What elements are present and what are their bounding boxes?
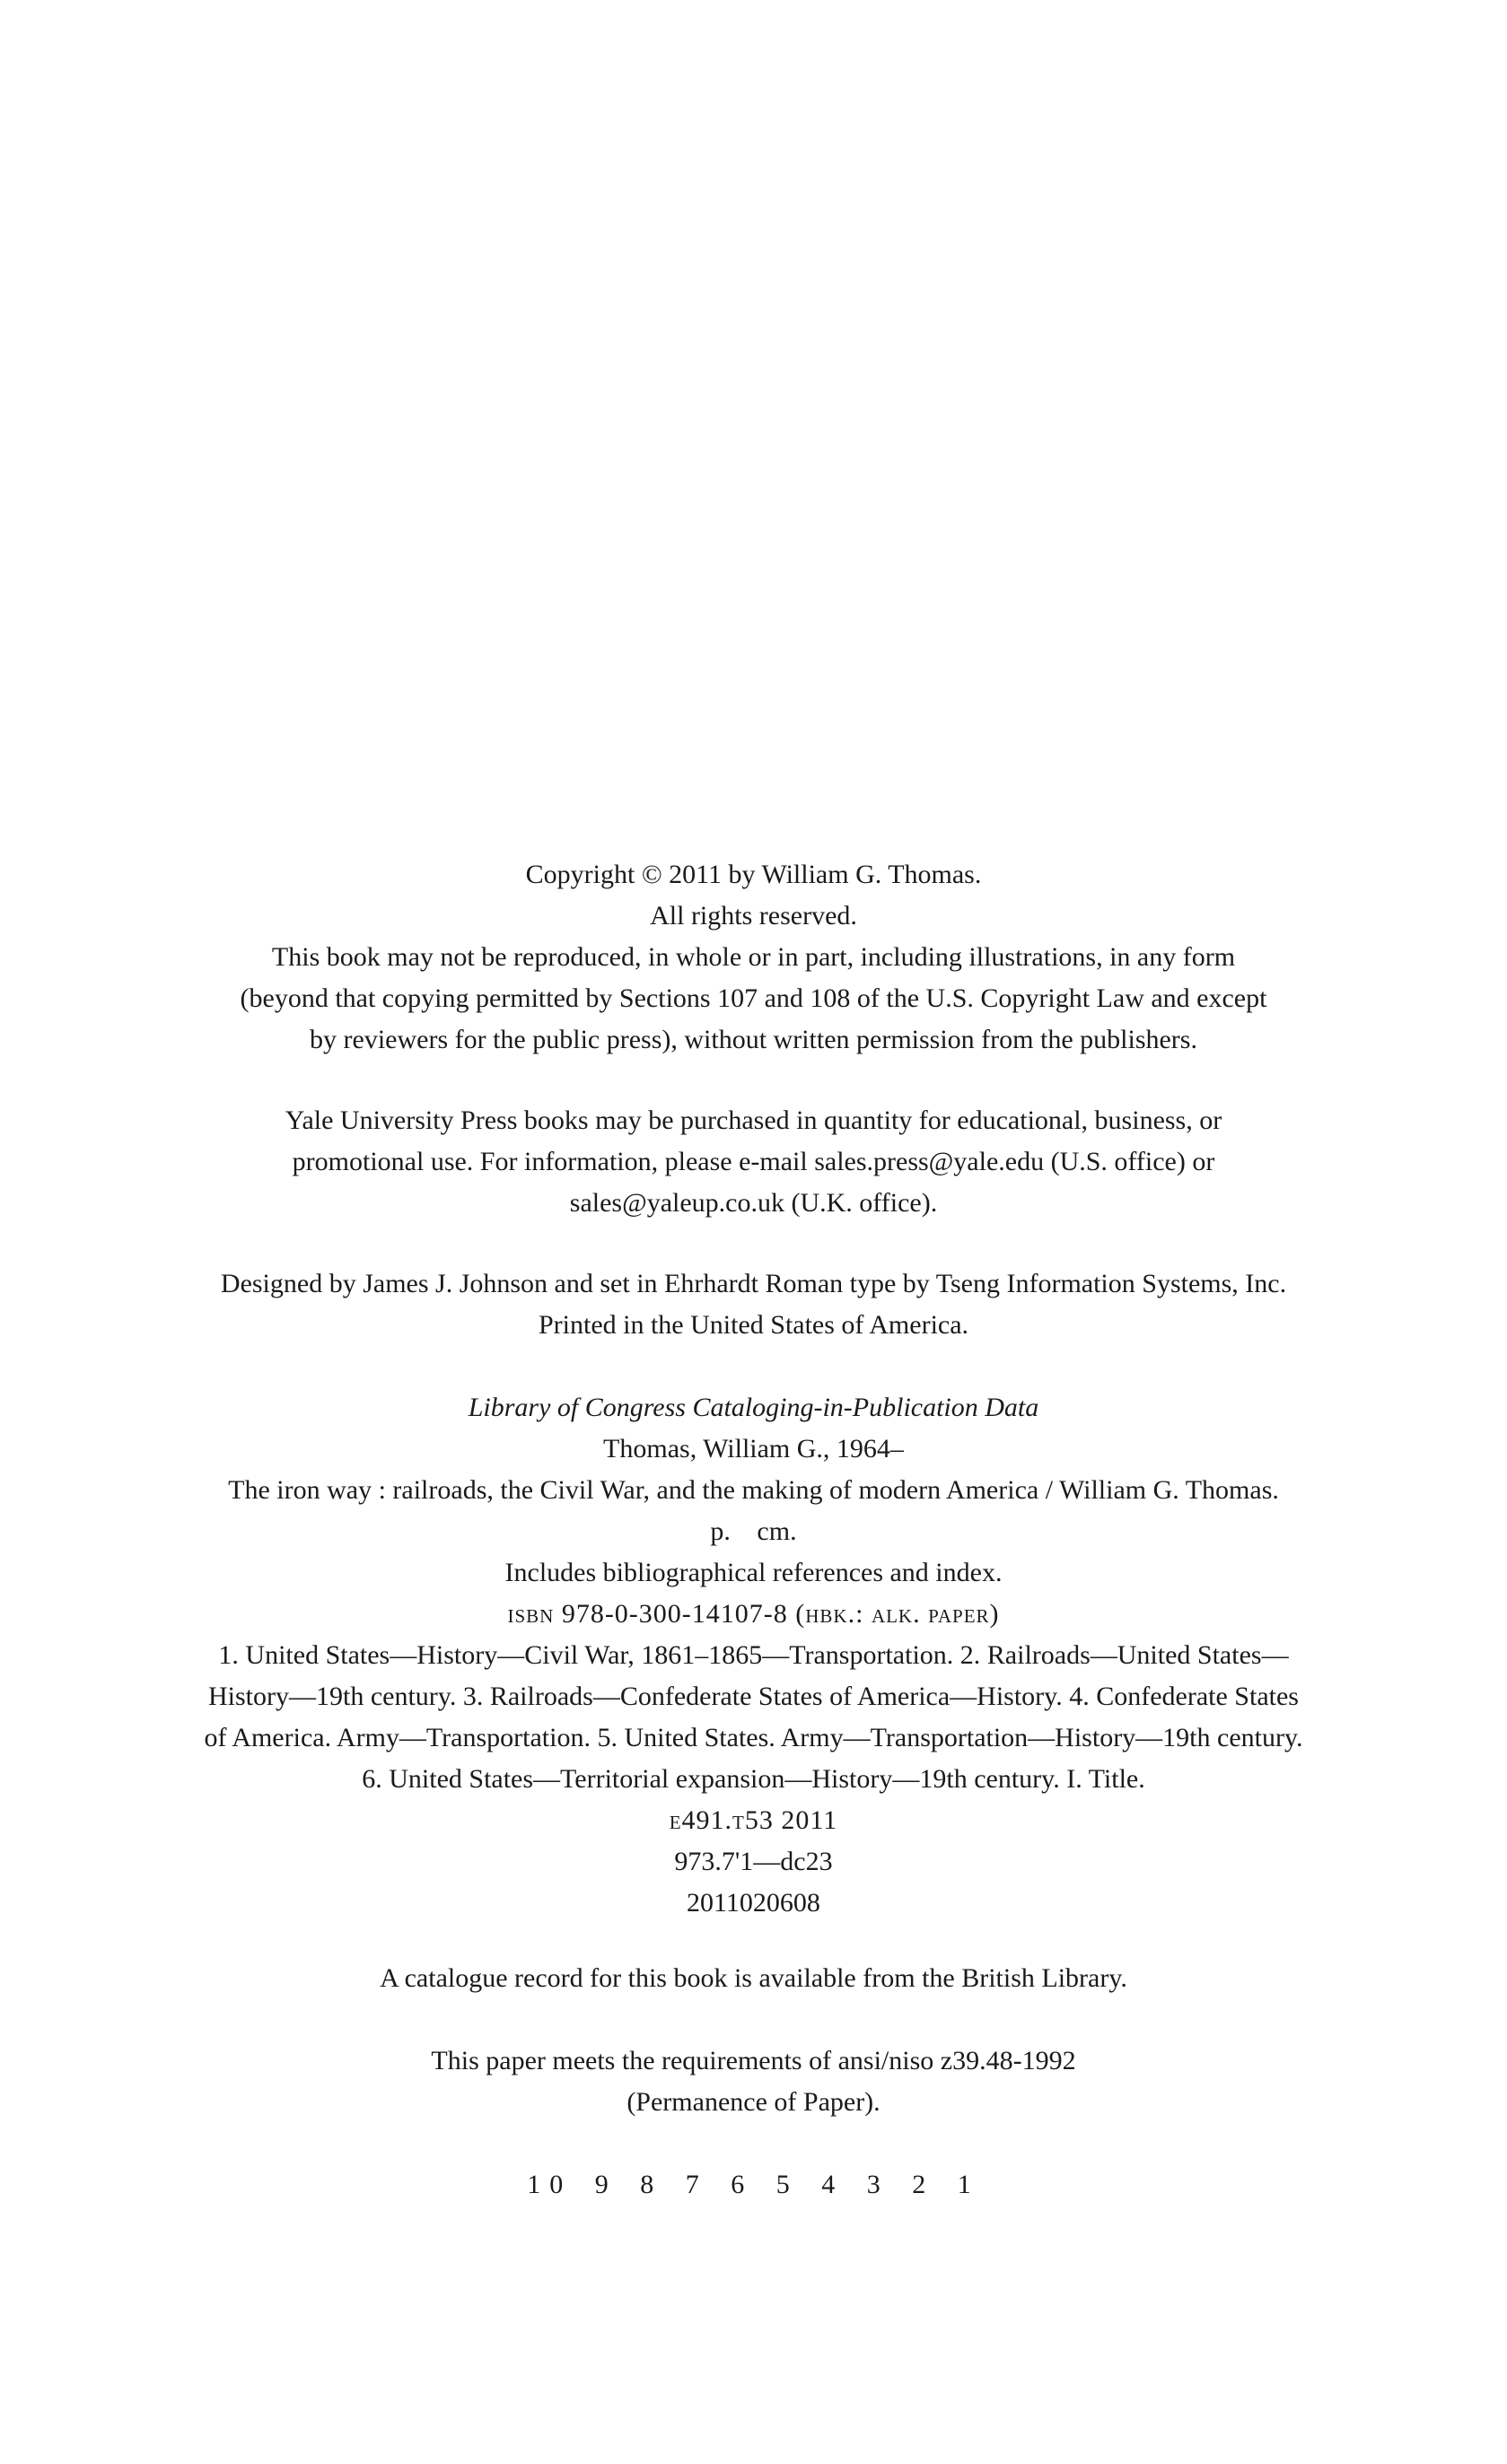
cip-author: Thomas, William G., 1964–	[603, 1434, 904, 1464]
sales-notice	[0, 1100, 1507, 1224]
paper-permanence-line: (Permanence of Paper).	[626, 2087, 881, 2117]
cip-subject-line: History—19th century. 3. Railroads—Confederate States of America—History. 4. Confederate States	[208, 1682, 1299, 1711]
cip-lc-class: e491.t53 2011	[669, 1805, 838, 1835]
cip-heading: Library of Congress Cataloging-in-Publication Data	[468, 1393, 1039, 1422]
designer-line: Designed by James J. Johnson and set in Ehrhardt Roman type by Tseng Information Systems, Inc.	[220, 1269, 1287, 1298]
rights-reserved-line: All rights reserved.	[650, 901, 857, 931]
cip-subject-line: 1. United States—History—Civil War, 1861–1865—Transportation. 2. Railroads—United States—	[218, 1640, 1289, 1670]
sales-line: Yale University Press books may be purchased in quantity for educational, business, or	[285, 1105, 1222, 1135]
cip-subject-line: of America. Army—Transportation. 5. United States. Army—Transportation—History—19th century.	[204, 1723, 1303, 1752]
copyright-line: Copyright © 2011 by William G. Thomas.	[525, 860, 982, 889]
reproduction-notice-line: This book may not be reproduced, in whole or in part, including illustrations, in any form	[271, 942, 1236, 972]
paper-requirements-line: This paper meets the requirements of ansi/niso z39.48-1992	[431, 2046, 1076, 2075]
reproduction-notice-line: (beyond that copying permitted by Sections 107 and 108 of the U.S. Copyright Law and except	[240, 983, 1267, 1013]
sales-line: sales@yaleup.co.uk (U.K. office).	[569, 1188, 938, 1218]
paper-notice	[0, 2040, 1507, 2123]
copyright-notice	[0, 854, 1507, 1061]
cip-dewey: 973.7'1—dc23	[674, 1847, 833, 1876]
cip-subject-line: 6. United States—Territorial expansion—History—19th century. I. Title.	[362, 1764, 1145, 1794]
cip-isbn: isbn 978-0-300-14107-8 (hbk.: alk. paper)	[507, 1599, 1000, 1629]
cip-pagination: p. cm.	[710, 1516, 797, 1546]
british-library-line: A catalogue record for this book is available from the British Library.	[380, 1963, 1127, 1993]
british-library-notice	[0, 1958, 1507, 1999]
cip-data	[0, 1387, 1507, 1924]
cip-includes: Includes bibliographical references and index.	[504, 1558, 1003, 1587]
design-credits	[0, 1263, 1507, 1346]
cip-lccn: 2011020608	[687, 1888, 820, 1918]
print-number-line: 10 9 8 7 6 5 4 3 2 1	[527, 2170, 980, 2199]
reproduction-notice-line: by reviewers for the public press), without written permission from the publishers.	[310, 1025, 1197, 1054]
sales-line: promotional use. For information, please e-mail sales.press@yale.edu (U.S. office) or	[292, 1147, 1215, 1176]
cip-title: The iron way : railroads, the Civil War, and the making of modern America / William G. Thomas.	[228, 1475, 1279, 1505]
printed-in-line: Printed in the United States of America.	[538, 1310, 969, 1340]
printing-line	[0, 2164, 1507, 2206]
